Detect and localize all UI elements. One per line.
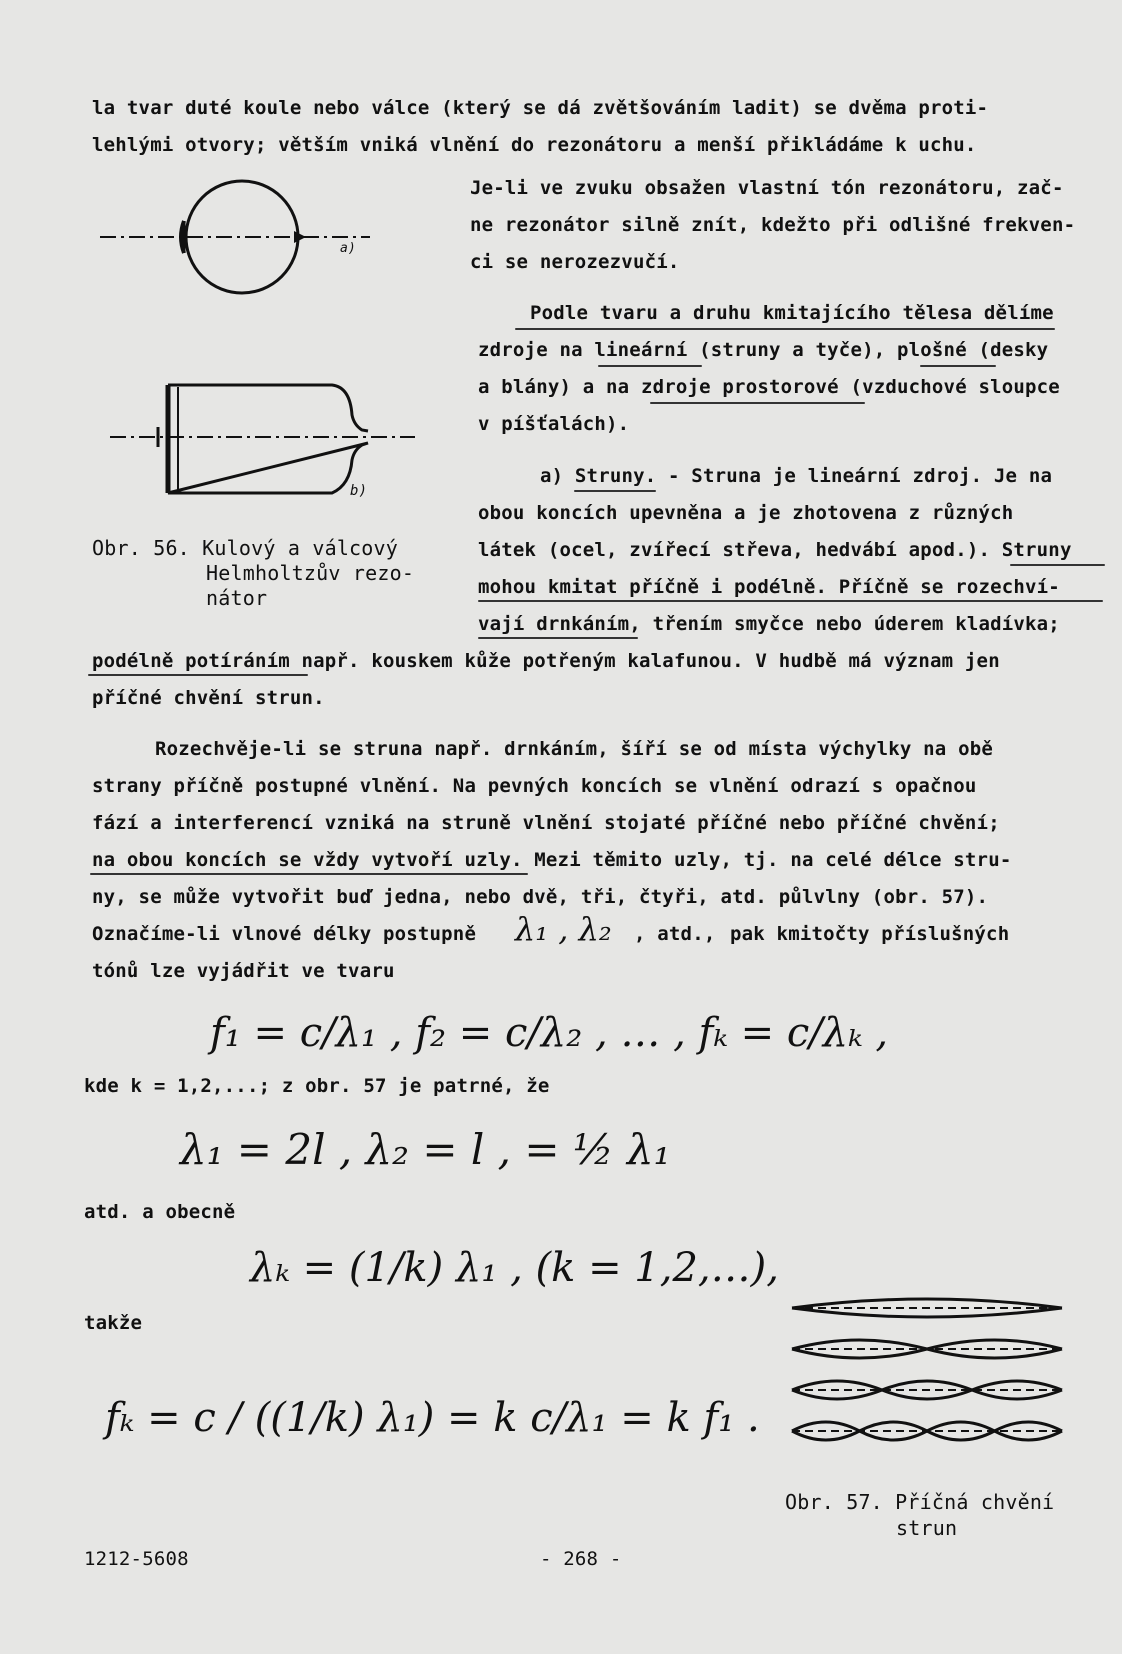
text-line: a) Struny. - Struna je lineární zdroj. Je na	[540, 465, 1053, 487]
text-line: Podle tvaru a druhu kmitajícího tělesa dělíme	[530, 302, 1054, 324]
helmholtz-resonator-drawing	[100, 175, 400, 515]
text-line: Je-li ve zvuku obsažen vlastní tón rezonátoru, zač-	[470, 177, 1064, 199]
text-line: kde k = 1,2,...; z obr. 57 je patrné, že	[84, 1075, 550, 1097]
text-line: ne rezonátor silně znít, kdežto při odlišné frekven-	[470, 214, 1076, 236]
text-line: v píšťalách).	[478, 413, 630, 435]
figure-56	[100, 175, 400, 515]
figure-57-caption-line: strun	[896, 1516, 958, 1540]
string-envelope	[792, 1299, 1062, 1308]
string-envelope	[792, 1308, 1062, 1317]
handwritten-underline	[598, 365, 702, 367]
string-envelope	[792, 1349, 1062, 1358]
handwritten-underline	[478, 637, 638, 639]
text-line: Označíme-li vlnové délky postupně	[92, 923, 477, 945]
equation-wavelengths: λ₁ = 2l , λ₂ = l , = ½ λ₁	[180, 1125, 671, 1174]
text-line: podélně potíráním např. kouskem kůže potřeným kalafunou. V hudbě má význam jen	[92, 650, 1000, 672]
text-line: obou koncích upevněna a je zhotovena z různých	[478, 502, 1014, 524]
handwritten-underline	[478, 600, 1103, 602]
string-envelope	[792, 1390, 1062, 1399]
text-line: pak kmitočty příslušných	[730, 923, 1010, 945]
text-line: takže	[84, 1312, 143, 1334]
handwritten-underline	[515, 328, 1055, 330]
figure-label-a: a)	[340, 241, 357, 256]
text-line: lehlými otvory; větším vniká vlnění do rezonátoru a menší přikládáme k uchu.	[92, 134, 977, 156]
handwritten-underline	[574, 490, 656, 492]
handwritten-underline	[88, 674, 308, 676]
text-line: na obou koncích se vždy vytvoří uzly. Mezi těmito uzly, tj. na celé délce stru-	[92, 849, 1012, 871]
page-number: - 268 -	[540, 1548, 622, 1570]
figure-56-caption-line: nátor	[206, 586, 268, 610]
text-line: látek (ocel, zvířecí střeva, hedvábí apod.). Struny	[478, 539, 1072, 561]
text-line: Rozechvěje-li se struna např. drnkáním, šíří se od místa výchylky na obě	[155, 738, 994, 760]
text-line: la tvar duté koule nebo válce (který se dá zvětšováním ladit) se dvěma proti-	[92, 97, 989, 119]
text-line: ci se nerozezvučí.	[470, 251, 680, 273]
handwritten-underline	[650, 402, 865, 404]
lambda-symbols: λ₁ , λ₂	[515, 910, 612, 948]
string-envelope	[792, 1431, 1062, 1440]
text-line: strany příčně postupné vlnění. Na pevných koncích se vlnění odrazí s opačnou	[92, 775, 977, 797]
text-line: příčné chvění strun.	[92, 687, 325, 709]
string-envelope	[792, 1381, 1062, 1390]
text-line: zdroje na lineární (struny a tyče), plošné (desky	[478, 339, 1049, 361]
equation-fk: fₖ = c / ((1/k) λ₁) = k c/λ₁ = k f₁ .	[105, 1395, 760, 1441]
equation-general: λₖ = (1/k) λ₁ , (k = 1,2,…),	[250, 1245, 779, 1291]
text-line: mohou kmitat příčně i podélně. Příčně se rozechví-	[478, 576, 1060, 598]
figure-56-caption-line: Helmholtzův rezo-	[206, 561, 415, 585]
handwritten-underline	[90, 873, 528, 875]
handwritten-underline	[920, 365, 996, 367]
text-line: vají drnkáním, třením smyčce nebo úderem kladívka;	[478, 613, 1060, 635]
figure-57-caption-line: Obr. 57. Příčná chvění	[785, 1490, 1055, 1514]
text-line: fází a interferencí vzniká na struně vlnění stojaté příčné nebo příčné chvění;	[92, 812, 1000, 834]
figure-label-b: b)	[350, 483, 368, 499]
figure-56-caption-line: Obr. 56. Kulový a válcový	[92, 536, 399, 560]
text-line: ny, se může vytvořit buď jedna, nebo dvě, tři, čtyři, atd. půlvlny (obr. 57).	[92, 886, 989, 908]
text-line: a blány) a na zdroje prostorové (vzduchové sloupce	[478, 376, 1060, 398]
document-code: 1212-5608	[84, 1548, 189, 1570]
text-line: atd. a obecně	[84, 1201, 236, 1223]
standing-waves-drawing	[790, 1290, 1070, 1460]
text-line: , atd.,	[634, 923, 716, 945]
figure-57	[790, 1290, 1070, 1460]
text-line: tónů lze vyjádřit ve tvaru	[92, 960, 395, 982]
equation-frequencies: f₁ = c/λ₁ , f₂ = c/λ₂ , … , fₖ = c/λₖ ,	[210, 1010, 889, 1056]
handwritten-underline	[1010, 564, 1105, 566]
